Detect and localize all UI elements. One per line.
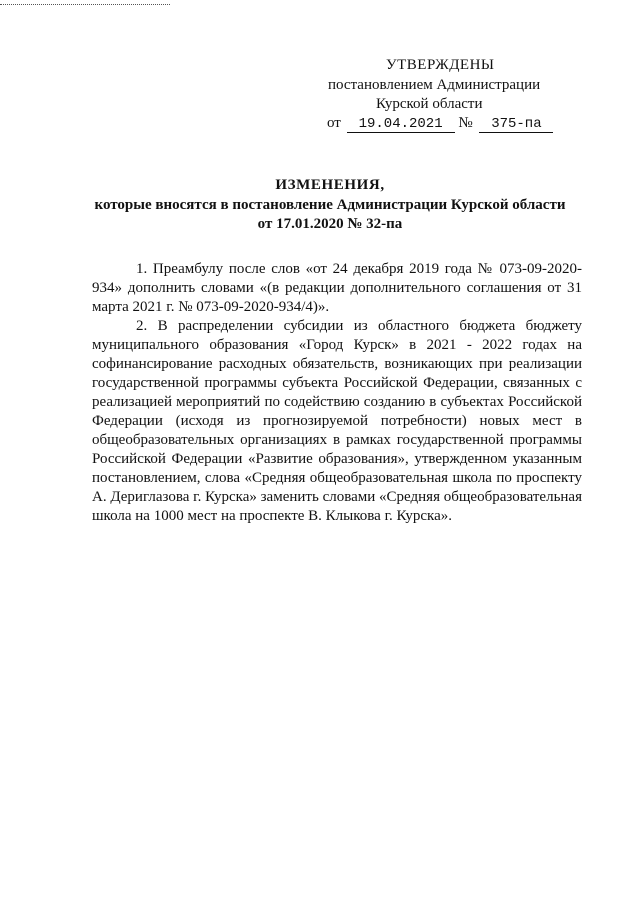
document-subtitle: которые вносятся в постановление Администрации Курской области <box>94 197 566 213</box>
approval-title: УТВЕРЖДЕНЫ <box>386 57 495 73</box>
number-prefix: № <box>458 115 473 131</box>
approval-date: 19.04.2021 <box>347 117 455 133</box>
date-prefix: от <box>327 115 341 131</box>
document-title: ИЗМЕНЕНИЯ, <box>275 177 385 193</box>
approval-date-number-line <box>327 114 553 133</box>
approval-number: 375-па <box>479 117 553 133</box>
document-header <box>60 176 600 234</box>
scan-artifact-line <box>0 4 170 6</box>
document-subtitle-date: от 17.01.2020 № 32-па <box>257 216 403 232</box>
approval-region: Курской области <box>376 96 483 112</box>
document-body <box>92 260 582 526</box>
paragraph-2: 2. В распределении субсидии из областного бюджета бюджету муниципального образования «Город Курск» в 2021 - 2022 годах на софинансирование расходных обязательств, возникающих при реализации государственной программы субъекта Российской Федерации, связанных с реализацией мероприятий по содействию созданию в субъектах Российской Федерации (исходя из прогнозируемой потребности) новых мест в общеобразовательных организациях в рамках государственной программы Российской Федерации «Развитие образования», утвержденном указанным постановлением, слова «Средняя общеобразовательная школа по проспекту А. Дериглазова г. Курска» заменить словами «Средняя общеобразовательная школа на 1000 мест на проспекте В. Клыкова г. Курска». <box>92 318 582 524</box>
paragraph-1: 1. Преамбулу после слов «от 24 декабря 2019 года № 073-09-2020-934» дополнить словами «(в редакции дополнительного соглашения от 31 марта 2021 г. № 073-09-2020-934/4)». <box>92 261 582 315</box>
approval-issuer: постановлением Администрации <box>328 77 541 93</box>
